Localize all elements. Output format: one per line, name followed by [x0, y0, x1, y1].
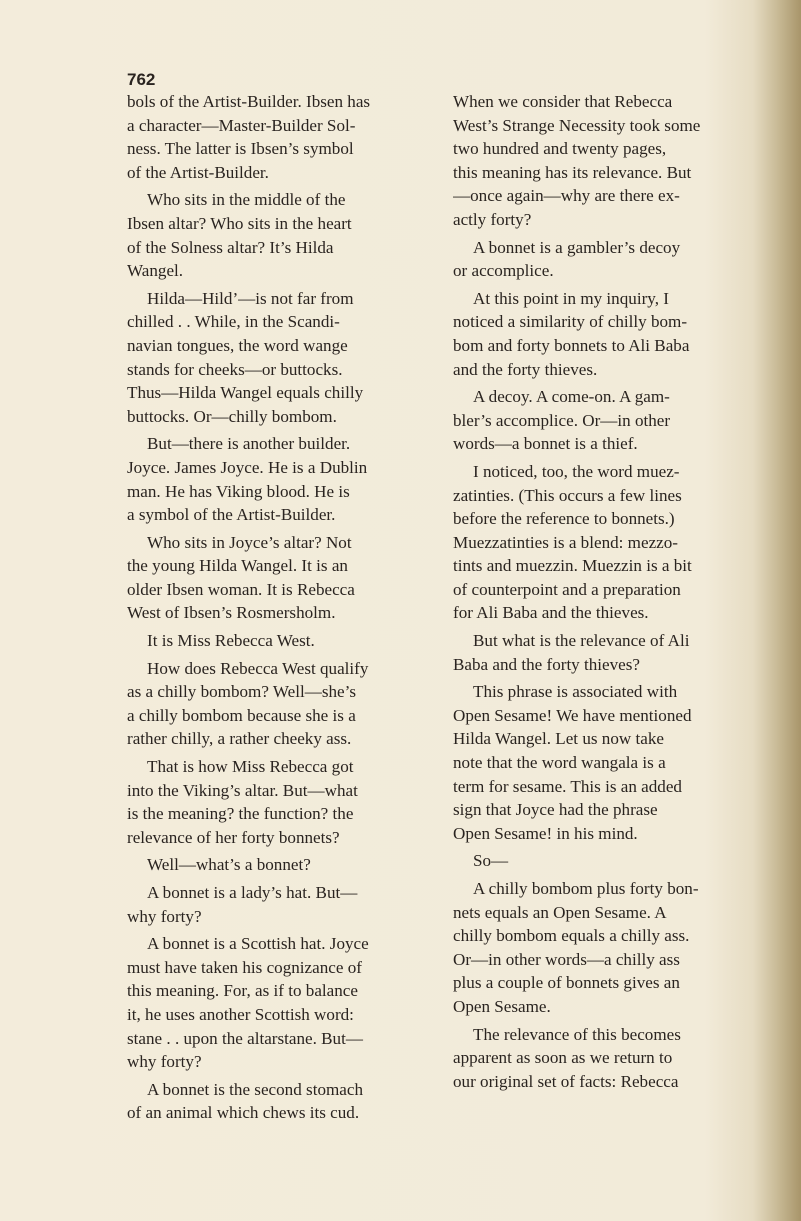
- text-line: note that the word wangala is a: [453, 753, 666, 773]
- text-line: bols of the Artist-Builder. Ibsen has: [127, 92, 371, 111]
- text-line: tints and muezzin. Muezzin is a bit: [453, 556, 692, 576]
- page-number: 762: [127, 70, 156, 89]
- text-line: as a chilly bombom? Well—she’s: [127, 682, 357, 702]
- text-line: Well—what’s a bonnet?: [147, 855, 311, 875]
- text-line: —once again—why are there ex-: [453, 186, 680, 206]
- text-line: of the Artist-Builder.: [127, 162, 269, 182]
- text-line: sign that Joyce had the phrase: [453, 800, 658, 820]
- text-line: Open Sesame! in his mind.: [453, 823, 638, 843]
- text-line: term for sesame. This is an added: [453, 776, 682, 796]
- text-line: stane . . upon the altarstane. But—: [127, 1028, 363, 1048]
- text-line: I noticed, too, the word muez-: [473, 461, 680, 481]
- text-line: But—there is another builder.: [147, 434, 351, 454]
- text-line: ness. The latter is Ibsen’s symbol: [127, 139, 354, 159]
- text-line: of the Solness altar? It’s Hilda: [127, 237, 334, 257]
- text-line: stands for cheeks—or buttocks.: [127, 359, 343, 379]
- text-line: rather chilly, a rather cheeky ass.: [127, 729, 352, 749]
- text-line: That is how Miss Rebecca got: [147, 757, 354, 777]
- text-line: Open Sesame! We have mentioned: [453, 705, 692, 725]
- text-line: of an animal which chews its cud.: [127, 1103, 360, 1123]
- text-line: a symbol of the Artist-Builder.: [127, 505, 336, 525]
- text-line: Baba and the forty thieves?: [453, 654, 641, 674]
- text-line: When we consider that Rebecca: [453, 92, 673, 111]
- text-line: bler’s accomplice. Or—in other: [453, 410, 671, 430]
- text-line: But what is the relevance of Ali: [473, 631, 690, 651]
- text-line: navian tongues, the word wange: [127, 335, 348, 355]
- text-line: it, he uses another Scottish word:: [127, 1004, 354, 1024]
- text-line: why forty?: [127, 1052, 202, 1072]
- text-line: or accomplice.: [453, 261, 554, 281]
- text-line: older Ibsen woman. It is Rebecca: [127, 579, 355, 599]
- text-line: this meaning. For, as if to balance: [127, 981, 358, 1001]
- text-line: why forty?: [127, 906, 202, 926]
- text-line: noticed a similarity of chilly bom-: [453, 312, 688, 332]
- text-line: is the meaning? the function? the: [127, 804, 354, 824]
- text-line: relevance of her forty bonnets?: [127, 827, 340, 847]
- text-line: man. He has Viking blood. He is: [127, 481, 350, 501]
- text-line: a character—Master-Builder Sol-: [127, 115, 356, 135]
- text-line: of counterpoint and a preparation: [453, 579, 681, 599]
- text-line: buttocks. Or—chilly bombom.: [127, 406, 337, 426]
- text-line: apparent as soon as we return to: [453, 1048, 673, 1068]
- text-line: for Ali Baba and the thieves.: [453, 603, 649, 623]
- text-line: Hilda—Hild’—is not far from: [147, 288, 354, 308]
- text-line: Who sits in the middle of the: [147, 190, 346, 210]
- text-line: How does Rebecca West qualify: [147, 658, 369, 678]
- right-text-column: [453, 90, 758, 1093]
- text-line: The relevance of this becomes: [473, 1024, 681, 1044]
- text-line: must have taken his cognizance of: [127, 957, 362, 977]
- text-line: and the forty thieves.: [453, 359, 598, 379]
- text-line: Ibsen altar? Who sits in the heart: [127, 213, 352, 233]
- text-line: bom and forty bonnets to Ali Baba: [453, 335, 690, 355]
- text-line: This phrase is associated with: [473, 682, 678, 702]
- text-line: A bonnet is a lady’s hat. But—: [147, 883, 358, 902]
- text-line: actly forty?: [453, 209, 532, 229]
- text-line: Muezzatinties is a blend: mezzo-: [453, 532, 678, 552]
- text-line: A chilly bombom plus forty bon-: [473, 879, 699, 898]
- text-line: Hilda Wangel. Let us now take: [453, 729, 664, 749]
- text-line: chilled . . While, in the Scandi-: [127, 312, 340, 332]
- text-line: before the reference to bonnets.): [453, 509, 675, 529]
- text-line: two hundred and twenty pages,: [453, 139, 667, 159]
- text-line: It is Miss Rebecca West.: [147, 631, 315, 651]
- text-line: nets equals an Open Sesame. A: [453, 902, 667, 922]
- text-line: West’s Strange Necessity took some: [453, 115, 701, 135]
- text-line: chilly bombom equals a chilly ass.: [453, 926, 690, 946]
- text-line: our original set of facts: Rebecca: [453, 1071, 679, 1091]
- text-line: West of Ibsen’s Rosmersholm.: [127, 603, 336, 623]
- text-line: Thus—Hilda Wangel equals chilly: [127, 383, 364, 403]
- text-line: Joyce. James Joyce. He is a Dublin: [127, 457, 368, 477]
- text-line: A bonnet is a Scottish hat. Joyce: [147, 934, 369, 954]
- text-line: zatinties. (This occurs a few lines: [453, 485, 682, 505]
- text-line: a chilly bombom because she is a: [127, 705, 356, 725]
- text-line: words—a bonnet is a thief.: [453, 434, 638, 454]
- text-line: plus a couple of bonnets gives an: [453, 973, 680, 993]
- text-line: Wangel.: [127, 261, 184, 281]
- text-line: this meaning has its relevance. But: [453, 162, 692, 182]
- text-line: At this point in my inquiry, I: [473, 288, 669, 308]
- text-line: the young Hilda Wangel. It is an: [127, 556, 348, 576]
- text-line: So—: [473, 851, 509, 871]
- text-line: Open Sesame.: [453, 996, 551, 1016]
- text-line: Or—in other words—a chilly ass: [453, 949, 680, 969]
- left-text-column: [127, 90, 433, 1125]
- text-line: Who sits in Joyce’s altar? Not: [147, 532, 352, 552]
- text-line: A bonnet is the second stomach: [147, 1079, 364, 1099]
- text-line: A decoy. A come-on. A gam-: [473, 387, 670, 407]
- text-line: into the Viking’s altar. But—what: [127, 780, 358, 800]
- text-line: A bonnet is a gambler’s decoy: [473, 237, 681, 257]
